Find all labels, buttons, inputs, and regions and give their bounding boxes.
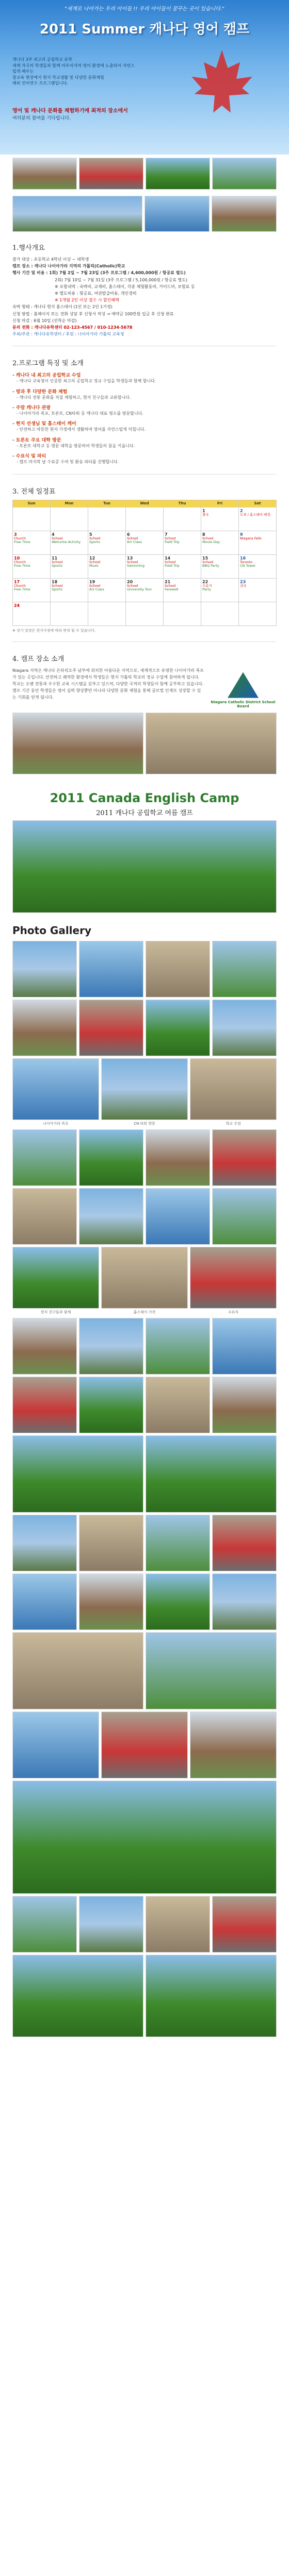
photo bbox=[12, 820, 277, 913]
gallery-item bbox=[190, 1247, 277, 1316]
photo-caption: 수료식 bbox=[228, 1310, 239, 1314]
gallery-photo[interactable] bbox=[12, 1711, 99, 1778]
photo bbox=[212, 196, 277, 232]
gallery-photo[interactable] bbox=[12, 1058, 99, 1120]
gallery-photo[interactable] bbox=[12, 1573, 77, 1630]
gallery-photo[interactable] bbox=[12, 1377, 77, 1433]
gallery-photo[interactable] bbox=[146, 1129, 210, 1186]
feature-text: - 안전하고 따뜻한 현지 가정에서 생활하며 영어를 자연스럽게 익힙니다. bbox=[17, 427, 146, 432]
school-logo-mark bbox=[228, 672, 259, 698]
calendar-day-cell bbox=[51, 554, 88, 578]
day-activity: Free Time bbox=[14, 564, 30, 568]
day-activity: Party bbox=[202, 587, 211, 592]
day-number: 14 bbox=[165, 555, 171, 561]
day-number: 23 bbox=[240, 579, 246, 584]
info-line: 신청 방법 : 홈페이지 또는 전화 상담 후 신청서 작성 → 예약금 100만원 입금 후 신청 완료 bbox=[12, 311, 174, 316]
info-line: 2회) 7월 10일 ~ 7월 31일 (3주 프로그램 / 5,100,000원 / 항공료 별도) bbox=[55, 277, 188, 282]
photo bbox=[145, 196, 210, 232]
day-event: School bbox=[89, 560, 101, 564]
calendar-day-cell bbox=[51, 531, 88, 554]
section-schedule bbox=[0, 479, 289, 637]
day-event: School bbox=[52, 560, 63, 564]
day-number: 2 bbox=[240, 508, 243, 513]
day-event: Church bbox=[14, 560, 26, 564]
day-activity: Farewell bbox=[165, 587, 179, 592]
day-header: Fri bbox=[201, 500, 239, 507]
gallery-photo[interactable] bbox=[146, 1896, 210, 1953]
day-event: Church bbox=[14, 536, 26, 540]
calendar-day-cell bbox=[239, 578, 277, 602]
gallery-item bbox=[190, 1058, 277, 1127]
school-description: Niagara 지역은 캐나다 온타리오주 남부에 위치한 아름다운 지역으로, 세계적으로 유명한 나이아가라 폭포가 있는 곳입니다. 안전하고 쾌적한 환경에서 학생들은 현지 가톨릭 학교의 정규 수업에 참여하게 됩니다. 학교는 오랜 전통과 우수한 교육 시스템을 갖추고 있으며, 다양한 국적의 학생들이 함께 공부하고 있습니다. 캠프 기간 동안 학생들은 영어 실력 향상뿐만 아니라 다양한 문화 체험을 통해 글로벌 인재로 성장할 수 있는 기회를 얻게 됩니다. bbox=[12, 668, 204, 700]
calendar-week-row bbox=[13, 602, 277, 625]
gallery-photo[interactable] bbox=[146, 941, 210, 997]
gallery-photo[interactable] bbox=[79, 999, 143, 1056]
gallery-photo[interactable] bbox=[212, 1377, 277, 1433]
day-activity: Music bbox=[89, 564, 99, 568]
day-header: Thu bbox=[164, 500, 201, 507]
section-overview bbox=[0, 235, 289, 342]
gallery-photo[interactable] bbox=[79, 1377, 143, 1433]
day-activity: Welcome Activity bbox=[52, 540, 81, 545]
calendar-note: ※ 상기 일정은 현지사정에 따라 변경 될 수 있습니다. bbox=[12, 628, 96, 633]
gallery-grid-5 bbox=[0, 1318, 289, 1433]
gallery-photo[interactable] bbox=[212, 1188, 277, 1245]
day-number: 12 bbox=[89, 555, 95, 561]
section-title: 4. 캠프 장소 소개 bbox=[12, 655, 65, 663]
calendar-day-cell bbox=[239, 507, 277, 531]
intro-line: 참교육 현장에서 현지 학교생활 및 다양한 문화체험 bbox=[12, 75, 104, 80]
day-number: 1 bbox=[202, 508, 205, 513]
gallery-photo[interactable] bbox=[146, 1515, 210, 1571]
intro-line: 세계 각국의 학생들과 함께 어우러지며 영어 환경에 노출되어 자연스럽게 배우는 bbox=[12, 63, 135, 74]
day-event: School bbox=[52, 583, 63, 588]
gallery-photo[interactable] bbox=[212, 1896, 277, 1953]
day-event: Toronto bbox=[240, 560, 252, 564]
calendar-day-cell bbox=[164, 578, 201, 602]
info-line: ※ 포함내역 : 숙박비, 교재비, 홈스테이, 각종 체험활동비, 가이드비, 보험료 등 bbox=[55, 284, 195, 289]
calendar-day-cell bbox=[164, 507, 201, 531]
gallery-photo[interactable] bbox=[12, 1781, 277, 1894]
schedule-calendar bbox=[12, 500, 277, 626]
banner-title: 2011 Summer 캐나다 영어 캠프 bbox=[39, 22, 250, 37]
gallery-grid-7 bbox=[0, 1515, 289, 1630]
gallery-grid-4 bbox=[0, 1247, 289, 1316]
calendar-day-cell bbox=[126, 554, 164, 578]
day-activity: Art Class bbox=[89, 587, 104, 592]
gallery-photo[interactable] bbox=[146, 999, 210, 1056]
calendar-week-row bbox=[13, 578, 277, 602]
info-line: ※ 별도비용 : 항공료, 여권발급비용, 개인경비 bbox=[55, 291, 137, 296]
calendar-day-cell bbox=[164, 602, 201, 625]
day-number: 16 bbox=[240, 555, 246, 561]
calendar-day-cell bbox=[126, 531, 164, 554]
info-line: 참가 대상 : 초등학교 4학년 이상 ~ 대학생 bbox=[12, 257, 89, 262]
section-location bbox=[0, 646, 289, 783]
banner-promo: 영어 및 캐나다 문화를 체험하기에 최적의 장소에서 bbox=[12, 108, 128, 114]
gallery-photo[interactable] bbox=[212, 941, 277, 997]
gallery-photo[interactable] bbox=[212, 1318, 277, 1375]
day-event: 귀국 bbox=[240, 583, 247, 588]
day-event: 수료식 bbox=[202, 583, 212, 588]
day-number: 3 bbox=[14, 532, 17, 537]
gallery-photo[interactable] bbox=[212, 1515, 277, 1571]
calendar-day-cell bbox=[51, 602, 88, 625]
gallery-photo[interactable] bbox=[190, 1247, 277, 1309]
feature-text: - 캐나다 교육청이 인증한 최고의 공립학교 정규 수업을 학생들과 함께 합니다. bbox=[17, 379, 156, 384]
calendar-day-cell bbox=[164, 554, 201, 578]
day-activity: BBQ Party bbox=[202, 564, 219, 568]
calendar-week-row bbox=[13, 531, 277, 554]
day-number: 11 bbox=[52, 555, 58, 561]
day-event: School bbox=[165, 583, 176, 588]
gallery-photo[interactable] bbox=[79, 1129, 143, 1186]
feature-heading: - 방과 후 다양한 문화 체험 bbox=[12, 389, 68, 395]
gallery-item bbox=[12, 1247, 99, 1316]
feature-heading: - 캐나다 내 최고의 공립학교 수업 bbox=[12, 373, 81, 379]
day-number: 18 bbox=[52, 579, 58, 584]
gallery-grid bbox=[0, 941, 289, 1056]
day-event: School bbox=[165, 560, 176, 564]
gallery-photo[interactable] bbox=[146, 1377, 210, 1433]
school-info bbox=[12, 667, 277, 708]
photo-caption: 홈스테이 가족 bbox=[133, 1310, 156, 1314]
day-header: Sat bbox=[239, 500, 277, 507]
calendar-body bbox=[13, 507, 277, 625]
day-event: School bbox=[127, 560, 138, 564]
intro-line: 해외 언어연수 프로그램입니다. bbox=[12, 81, 69, 86]
info-line: 주최/주관 : 캐나다유학센터 / 후원 : 나이아가라 가톨릭 교육청 bbox=[12, 332, 124, 337]
calendar-day-cell bbox=[88, 578, 126, 602]
day-number: 9 bbox=[240, 532, 243, 537]
gallery-photo[interactable] bbox=[79, 1318, 143, 1375]
day-activity: Sports bbox=[52, 587, 62, 592]
day-event: School bbox=[127, 536, 138, 540]
gallery-photo[interactable] bbox=[212, 1129, 277, 1186]
calendar-day-cell bbox=[164, 531, 201, 554]
day-number: 4 bbox=[52, 532, 55, 537]
gallery-grid-8 bbox=[0, 1632, 289, 1709]
gallery-photo[interactable] bbox=[79, 1515, 143, 1571]
day-activity: CN Tower bbox=[240, 564, 256, 568]
calendar-day-cell bbox=[201, 531, 239, 554]
gallery-photo[interactable] bbox=[12, 999, 77, 1056]
day-activity: Free Time bbox=[14, 587, 30, 592]
day-number: 13 bbox=[127, 555, 133, 561]
photo bbox=[212, 158, 277, 190]
day-activity: Free Time bbox=[14, 540, 30, 545]
day-event: Niagara Falls bbox=[240, 536, 262, 540]
calendar-day-cell bbox=[239, 602, 277, 625]
day-event: School bbox=[165, 536, 176, 540]
school-logo bbox=[210, 667, 277, 708]
banner-promo-2: 여러분의 참여를 기다립니다. bbox=[12, 116, 71, 121]
day-event: School bbox=[127, 583, 138, 588]
gallery-photo[interactable] bbox=[12, 1188, 77, 1245]
camp-hero bbox=[0, 817, 289, 916]
day-number: 22 bbox=[202, 579, 208, 584]
info-line: 신청 마감 : 6월 10일 (선착순 마감) bbox=[12, 318, 77, 323]
gallery-photo[interactable] bbox=[12, 1896, 77, 1953]
feature-text: - 캠프 마지막 날 수료증 수여 및 환송 파티를 진행합니다. bbox=[17, 460, 119, 465]
banner-photos bbox=[0, 155, 289, 193]
intro-line: 캐나다 3주 최고의 공립학교 유학 bbox=[12, 57, 72, 62]
gallery-photo[interactable] bbox=[146, 1955, 277, 2037]
calendar-day-cell bbox=[13, 578, 51, 602]
calendar-day-cell bbox=[126, 578, 164, 602]
calendar-day-cell bbox=[201, 578, 239, 602]
gallery-photo[interactable] bbox=[79, 941, 143, 997]
photo-caption: 학교 수업 bbox=[226, 1121, 241, 1126]
calendar-day-cell bbox=[201, 507, 239, 531]
day-number: 24 bbox=[14, 603, 20, 608]
day-number: 5 bbox=[89, 532, 92, 537]
day-header: Tue bbox=[88, 500, 126, 507]
gallery-photo[interactable] bbox=[12, 1955, 143, 2037]
camp-subtitle: 2011 캐나다 공립학교 여름 캠프 bbox=[96, 809, 193, 817]
divider bbox=[12, 641, 277, 642]
section-title: 3. 전체 일정표 bbox=[12, 487, 56, 496]
day-event: School bbox=[89, 583, 101, 588]
photo bbox=[12, 713, 143, 774]
banner-intro bbox=[12, 57, 136, 87]
day-event: School bbox=[89, 536, 101, 540]
info-line: 숙박 형태 : 캐나다 현지 홈스테이 (1인 또는 2인 1가정) bbox=[12, 304, 113, 310]
calendar-day-cell bbox=[13, 554, 51, 578]
day-event: Church bbox=[14, 583, 26, 588]
day-activity: Field Trip bbox=[165, 564, 180, 568]
gallery-photo[interactable] bbox=[12, 1435, 143, 1513]
day-event: School bbox=[202, 560, 214, 564]
gallery-photo[interactable] bbox=[212, 1573, 277, 1630]
feature-text: - 나이아가라 폭포, 토론토, CN타워 등 캐나다 대표 명소를 방문합니다. bbox=[17, 411, 143, 416]
gallery-photo[interactable] bbox=[79, 1896, 143, 1953]
calendar-day-cell bbox=[201, 602, 239, 625]
day-header: Wed bbox=[126, 500, 164, 507]
gallery-photo[interactable] bbox=[12, 1318, 77, 1375]
calendar-day-cell bbox=[201, 554, 239, 578]
day-number: 10 bbox=[14, 555, 20, 561]
gallery-item bbox=[12, 1058, 99, 1127]
day-number: 17 bbox=[14, 579, 20, 584]
gallery-item bbox=[101, 1247, 188, 1316]
maple-leaf-icon bbox=[186, 46, 258, 118]
day-number: 15 bbox=[202, 555, 208, 561]
gallery-photo[interactable] bbox=[12, 1247, 99, 1309]
gallery-photo[interactable] bbox=[101, 1711, 188, 1778]
gallery-photo[interactable] bbox=[12, 1129, 77, 1186]
calendar-header-row bbox=[13, 500, 277, 507]
gallery-photo[interactable] bbox=[212, 999, 277, 1056]
gallery-photo[interactable] bbox=[146, 1318, 210, 1375]
gallery-grid-10 bbox=[0, 1781, 289, 1894]
day-number: 21 bbox=[165, 579, 171, 584]
gallery-grid-12 bbox=[0, 1955, 289, 2037]
day-event: School bbox=[202, 536, 214, 540]
photo-caption: 현지 친구들과 함께 bbox=[40, 1310, 71, 1314]
feature-heading: - 수료식 및 파티 bbox=[12, 454, 46, 460]
gallery-grid-11 bbox=[0, 1896, 289, 1953]
gallery-photo[interactable] bbox=[146, 1573, 210, 1630]
calendar-day-cell bbox=[239, 531, 277, 554]
gallery-item bbox=[101, 1058, 188, 1127]
gallery-photo[interactable] bbox=[190, 1711, 277, 1778]
banner-slogan: "세계로 나아가는 우리 아이들 !! 우리 아이들이 꿈꾸는 곳이 있습니다." bbox=[65, 6, 224, 12]
calendar-day-cell bbox=[13, 507, 51, 531]
gallery-photo[interactable] bbox=[146, 1435, 277, 1513]
info-line: 캠프 장소 : 캐나다 나이아가라 지역의 가톨릭(Catholic)학교 bbox=[12, 264, 125, 269]
camp-title: 2011 Canada English Camp bbox=[50, 790, 239, 805]
day-number: 19 bbox=[89, 579, 95, 584]
calendar-day-cell bbox=[126, 507, 164, 531]
day-activity: Art Class bbox=[127, 540, 142, 545]
gallery-title: Photo Gallery bbox=[12, 924, 91, 937]
gallery-photo[interactable] bbox=[12, 941, 77, 997]
gallery-photo[interactable] bbox=[12, 1515, 77, 1571]
calendar-week-row bbox=[13, 554, 277, 578]
gallery-grid-3 bbox=[0, 1129, 289, 1245]
gallery-photo[interactable] bbox=[190, 1058, 277, 1120]
gallery-photo[interactable] bbox=[79, 1573, 143, 1630]
day-event: 도착 / 홈스테이 배정 bbox=[240, 512, 270, 517]
feature-heading: - 현지 선생님 및 홈스테이 케어 bbox=[12, 421, 76, 427]
day-event: School bbox=[52, 536, 63, 540]
calendar-day-cell bbox=[239, 554, 277, 578]
gallery-grid-2 bbox=[0, 1058, 289, 1127]
header-banner bbox=[0, 0, 289, 155]
calendar-day-cell bbox=[51, 578, 88, 602]
section-title: 1.행사개요 bbox=[12, 244, 45, 252]
day-activity: University Tour bbox=[127, 587, 152, 592]
calendar-day-cell bbox=[88, 531, 126, 554]
section-features bbox=[0, 350, 289, 469]
gallery-photo[interactable] bbox=[101, 1247, 188, 1309]
photo-caption: CN 타워 방문 bbox=[134, 1121, 155, 1126]
gallery-grid-6 bbox=[0, 1435, 289, 1513]
gallery-photo[interactable] bbox=[79, 1188, 143, 1245]
school-logo-name: Niagara Catholic District School Board bbox=[211, 700, 276, 708]
gallery-photo[interactable] bbox=[101, 1058, 188, 1120]
day-header: Mon bbox=[51, 500, 88, 507]
calendar-day-cell bbox=[126, 602, 164, 625]
calendar-day-cell bbox=[51, 507, 88, 531]
banner-photos-2 bbox=[0, 193, 289, 235]
day-activity: Movie Day bbox=[202, 540, 220, 545]
feature-text: - 캐나다 전통 문화를 직접 체험하고, 현지 친구들과 교류합니다. bbox=[17, 395, 131, 400]
calendar-day-cell bbox=[13, 531, 51, 554]
info-line: ※ 1개월 2인 이상 접수 시 할인혜택 bbox=[55, 298, 119, 303]
calendar-day-cell bbox=[88, 554, 126, 578]
gallery-photo[interactable] bbox=[12, 1632, 143, 1709]
photo bbox=[12, 158, 77, 190]
info-line: 문의 전화 : 캐나다유학센터 02-123-4567 / 010-1234-5678 bbox=[12, 325, 133, 330]
gallery-photo[interactable] bbox=[146, 1632, 277, 1709]
day-event: 출국 bbox=[202, 512, 209, 517]
day-number: 20 bbox=[127, 579, 133, 584]
calendar-day-cell bbox=[13, 602, 51, 625]
photo bbox=[146, 158, 210, 190]
calendar-day-cell bbox=[88, 507, 126, 531]
day-header: Sun bbox=[13, 500, 51, 507]
location-photos bbox=[12, 708, 277, 778]
day-number: 6 bbox=[127, 532, 130, 537]
gallery-photo[interactable] bbox=[146, 1188, 210, 1245]
photo bbox=[79, 158, 143, 190]
section-title: 2.프로그램 특징 및 소개 bbox=[12, 360, 84, 368]
day-activity: Swimming bbox=[127, 564, 145, 568]
feature-heading: - 주말 캐나다 관광 bbox=[12, 405, 51, 411]
day-activity: Sports bbox=[89, 540, 100, 545]
calendar-day-cell bbox=[88, 602, 126, 625]
calendar-week-row bbox=[13, 507, 277, 531]
info-line: 행사 기간 및 비용 : 1회) 7월 2일 ~ 7월 23일 (3주 프로그램 / 4,600,000원 / 항공료 별도) bbox=[12, 270, 186, 276]
day-activity: Field Trip bbox=[165, 540, 180, 545]
day-number: 8 bbox=[202, 532, 205, 537]
feature-heading: - 토론토 주요 대학 방문 bbox=[12, 437, 61, 443]
day-number: 7 bbox=[165, 532, 168, 537]
photo bbox=[12, 196, 142, 232]
day-activity: Sports bbox=[52, 564, 62, 568]
photo bbox=[146, 713, 277, 774]
photo-caption: 나이아가라 폭포 bbox=[43, 1121, 69, 1126]
gallery-grid-9 bbox=[0, 1711, 289, 1778]
feature-text: - 토론토 대학교 등 명문 대학을 방문하여 학생들의 꿈을 키웁니다. bbox=[17, 443, 135, 448]
